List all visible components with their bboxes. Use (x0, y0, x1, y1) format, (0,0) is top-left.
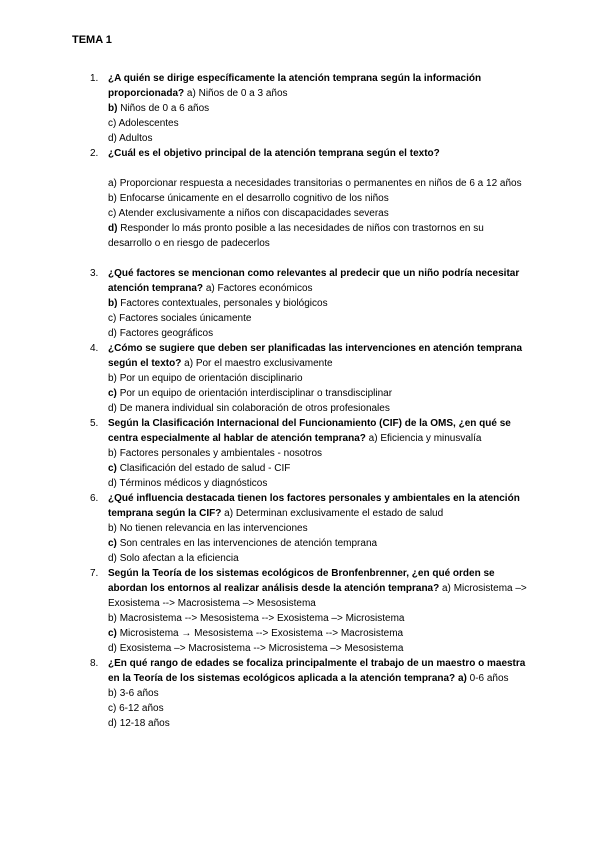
option-letter: d) (108, 133, 117, 144)
option-letter: b) (108, 448, 117, 459)
option-letter: c) (108, 208, 117, 219)
option-text: 6-12 años (119, 703, 164, 714)
question-number: 7. (90, 568, 99, 579)
option-letter: c) (108, 118, 117, 129)
option-letter: a) (108, 178, 117, 189)
option-letter: c) (108, 703, 117, 714)
question-item (72, 71, 528, 146)
option-letter: d) (108, 478, 117, 489)
option-letter: c) (108, 388, 117, 399)
option-text: Factores sociales únicamente (119, 313, 252, 324)
answer-option-a (187, 88, 288, 99)
question-item (72, 146, 528, 266)
answer-option (108, 176, 528, 191)
answer-option (108, 476, 528, 491)
question-number: 8. (90, 658, 99, 669)
option-text: Niños de 0 a 6 años (120, 103, 210, 114)
option-text: Factores económicos (217, 283, 313, 294)
answer-option (108, 461, 528, 476)
question-text: Según la Teoría de los sistemas ecológicos de Bronfenbrenner, ¿en qué orden se abordan los entornos al realizar análisis desde la atención temprana? (108, 568, 495, 594)
option-letter: d) (108, 718, 117, 729)
spacer (108, 251, 528, 266)
answer-option (108, 536, 528, 551)
option-text: Factores personales y ambientales - nosotros (119, 448, 323, 459)
option-text: Factores geográficos (119, 328, 214, 339)
question-text: ¿Qué influencia destacada tienen los factores personales y ambientales en la atención temprana según la CIF? (108, 493, 520, 519)
option-letter: b) (108, 613, 117, 624)
option-text: 12-18 años (119, 718, 170, 729)
option-text: Microsistema –> Exosistema --> Macrosistema –> Mesosistema (108, 583, 527, 609)
answer-option-a (458, 673, 509, 684)
answer-option (108, 206, 528, 221)
answer-option (108, 701, 528, 716)
option-letter: d) (108, 643, 117, 654)
answer-option (108, 311, 528, 326)
option-text: Niños de 0 a 3 años (198, 88, 288, 99)
option-letter: a) (184, 358, 194, 369)
answer-option-a (224, 508, 443, 519)
option-letter: b) (108, 373, 117, 384)
option-text: Enfocarse únicamente en el desarrollo cognitivo de los niños (119, 193, 389, 204)
answer-option (108, 386, 528, 401)
option-letter: a) (186, 88, 196, 99)
option-text: Atender exclusivamente a niños con discapacidades severas (118, 208, 389, 219)
option-text: Adultos (119, 133, 153, 144)
question-item (72, 656, 528, 731)
answer-option (108, 686, 528, 701)
option-letter: a) (368, 433, 378, 444)
option-letter: d) (108, 328, 117, 339)
question-text: ¿Cómo se sugiere que deben ser planificadas las intervenciones en atención temprana según el texto? (108, 343, 523, 369)
option-letter: a) (442, 583, 451, 594)
option-letter: a) (205, 283, 215, 294)
answer-option (108, 626, 528, 641)
option-text: Determinan exclusivamente el estado de salud (235, 508, 444, 519)
question-text: Según la Clasificación Internacional del Funcionamiento (CIF) de la OMS, ¿en qué se centra especialmente al hablar de atención temprana? (108, 418, 511, 444)
answer-option (108, 716, 528, 731)
answer-option-a (184, 358, 332, 369)
answer-option (108, 551, 528, 566)
option-text: De manera individual sin colaboración de otros profesionales (119, 403, 390, 414)
option-text: 0-6 años (469, 673, 509, 684)
option-text: Términos médicos y diagnósticos (119, 478, 268, 489)
option-text: Exosistema –> Macrosistema --> Microsistema –> Mesosistema (119, 643, 404, 654)
option-letter: d) (108, 223, 118, 234)
question-number: 2. (90, 148, 99, 159)
answer-option (108, 221, 528, 251)
option-text: Clasificación del estado de salud - CIF (119, 463, 291, 474)
option-letter: c) (108, 628, 117, 639)
option-letter: c) (108, 313, 117, 324)
option-letter: c) (108, 463, 117, 474)
option-letter: a) (457, 673, 467, 684)
question-item (72, 566, 528, 656)
question-text: ¿A quién se dirige específicamente la atención temprana según la información proporcionada? (108, 73, 482, 99)
question-number: 4. (90, 343, 99, 354)
answer-option (108, 296, 528, 311)
question-item (72, 416, 528, 491)
option-text: Macrosistema --> Mesosistema --> Exosistema –> Microsistema (119, 613, 405, 624)
question-list (72, 71, 528, 731)
option-letter: b) (108, 193, 117, 204)
option-text: No tienen relevancia en las intervenciones (119, 523, 308, 534)
question-text: ¿Cuál es el objetivo principal de la atención temprana según el texto? (108, 148, 440, 159)
question-number: 6. (90, 493, 99, 504)
option-text: Responder lo más pronto posible a las necesidades de niños con trastornos en su desarrollo o en riesgo de padecerlos (108, 223, 484, 249)
answer-option (108, 131, 528, 146)
answer-option (108, 101, 528, 116)
option-text: Eficiencia y minusvalía (380, 433, 482, 444)
option-letter: d) (108, 553, 117, 564)
question-text: ¿Qué factores se mencionan como relevantes al predecir que un niño podría necesitar atención temprana? (108, 268, 520, 294)
spacer (108, 161, 528, 176)
option-letter: a) (224, 508, 234, 519)
option-text: Por un equipo de orientación interdisciplinar o transdisciplinar (119, 388, 393, 399)
option-text: Microsistema → Mesosistema --> Exosistema --> Macrosistema (119, 628, 404, 639)
answer-option (108, 446, 528, 461)
option-letter: d) (108, 403, 117, 414)
question-item (72, 491, 528, 566)
option-text: Por un equipo de orientación disciplinario (119, 373, 303, 384)
question-text: ¿En qué rango de edades se focaliza principalmente el trabajo de un maestro o maestra en la Teoría de los sistemas ecológicos aplicada a la atención temprana? (108, 658, 526, 684)
question-number: 5. (90, 418, 99, 429)
option-text: Por el maestro exclusivamente (195, 358, 333, 369)
answer-option (108, 611, 528, 626)
option-text: 3-6 años (119, 688, 159, 699)
answer-option (108, 521, 528, 536)
option-text: Solo afectan a la eficiencia (119, 553, 239, 564)
option-text: Adolescentes (118, 118, 179, 129)
answer-option (108, 326, 528, 341)
answer-option-a (369, 433, 482, 444)
answer-option (108, 641, 528, 656)
option-letter: c) (108, 538, 117, 549)
question-item (72, 266, 528, 341)
option-letter: b) (108, 298, 118, 309)
question-item (72, 341, 528, 416)
option-letter: b) (108, 688, 117, 699)
question-number: 3. (90, 268, 99, 279)
option-text: Son centrales en las intervenciones de atención temprana (119, 538, 378, 549)
answer-option (108, 116, 528, 131)
option-letter: b) (108, 523, 117, 534)
answer-option (108, 371, 528, 386)
answer-option-a (206, 283, 313, 294)
option-text: Proporcionar respuesta a necesidades transitorias o permanentes en niños de 6 a 12 años (119, 178, 522, 189)
option-text: Factores contextuales, personales y biológicos (120, 298, 328, 309)
answer-option (108, 401, 528, 416)
answer-option (108, 191, 528, 206)
question-number: 1. (90, 73, 99, 84)
document-title: TEMA 1 (72, 34, 112, 46)
option-letter: b) (108, 103, 118, 114)
